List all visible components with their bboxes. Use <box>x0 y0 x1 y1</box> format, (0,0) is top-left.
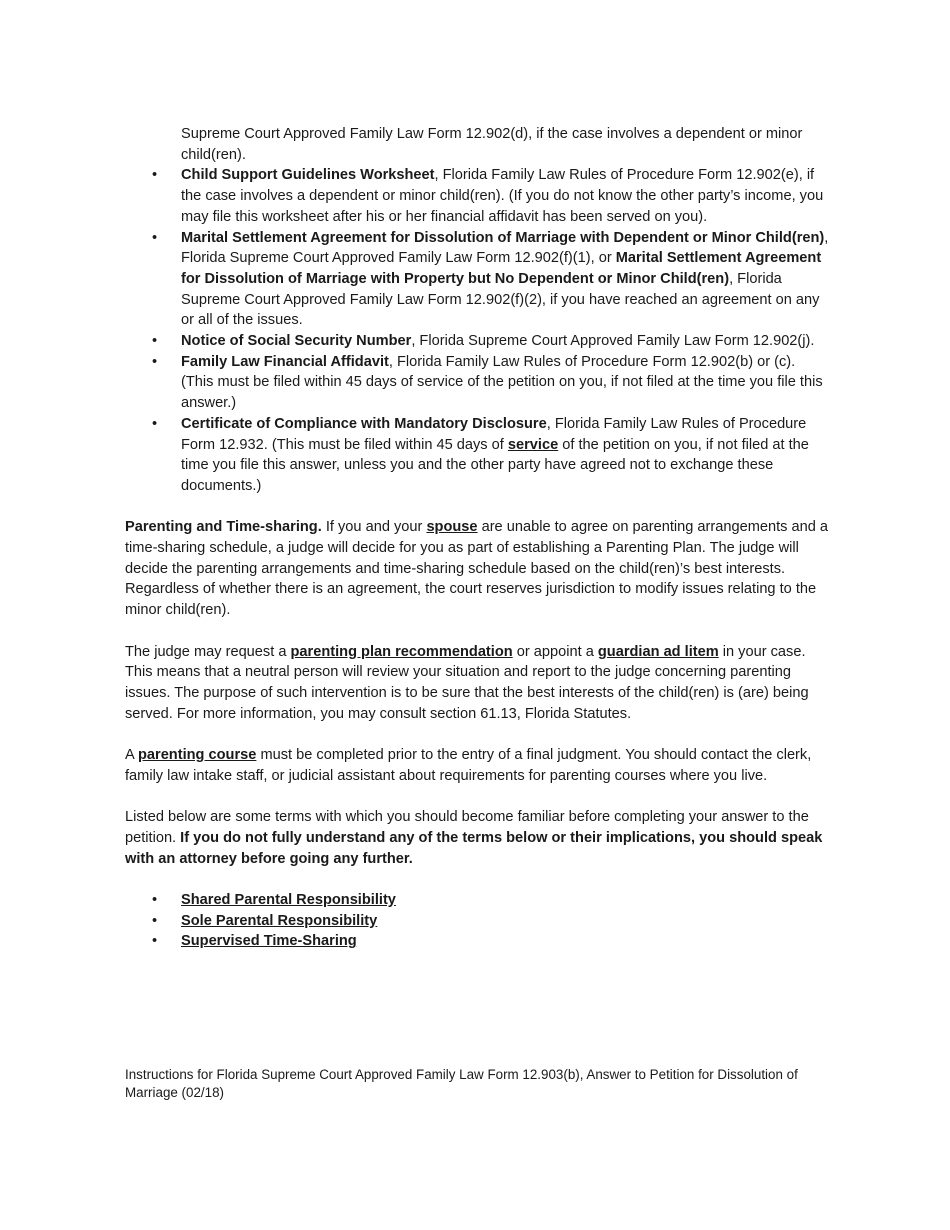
form-title: Marital Settlement Agreement for Dissolution of Marriage with Property but No Dependent or Minor Child(ren) <box>181 250 822 287</box>
guardian-ad-litem-link[interactable]: guardian ad litem <box>597 643 719 660</box>
page-footer: Instructions for Florida Supreme Court Approved Family Law Form 12.903(b), Answer to Petition for Dissolution of Marriage (02/18) <box>125 1067 798 1100</box>
spacer <box>125 497 830 518</box>
paragraph-text: A <box>125 747 138 764</box>
terms-paragraph <box>125 807 830 869</box>
form-description: , Florida Family Law Rules of Procedure Form 12.902(e), if the case involves a dependent or minor child(ren). (If you do not know the other party’s income, you may file this worksheet after his or her financial affidavit has been served on you). <box>181 167 824 225</box>
sole-parental-responsibility-link[interactable]: Sole Parental Responsibility <box>181 912 378 929</box>
form-title: Marital Settlement Agreement for Dissolution of Marriage with Dependent or Minor Child(ren) <box>181 229 825 246</box>
judge-paragraph <box>125 642 830 725</box>
service-link[interactable]: service <box>507 436 559 453</box>
list-item <box>125 228 830 332</box>
list-item <box>125 165 830 227</box>
form-description: , Florida Family Law Rules of Procedure Form 12.932. (This must be filed within 45 days of <box>181 415 807 453</box>
list-item <box>125 890 830 911</box>
list-item <box>125 911 830 932</box>
shared-parental-responsibility-link[interactable]: Shared Parental Responsibility <box>181 891 396 908</box>
paragraph-text: must be completed prior to the entry of a final judgment. You should contact the clerk, family law intake staff, or judicial assistant about requirements for parenting courses where you live. <box>125 747 812 784</box>
section-heading: Parenting and Time-sharing. <box>125 519 322 536</box>
warning-text: If you do not fully understand any of the terms below or their implications, you should speak with an attorney before going any further. <box>125 829 823 867</box>
form-description: , Florida Supreme Court Approved Family Law Form 12.902(f)(1), or <box>181 229 829 267</box>
spacer <box>125 869 830 890</box>
paragraph-text: in your case. This means that a neutral person will review your situation and report to the judge concerning parenting issues. The purpose of such intervention is to be sure that the best interests of the child(ren) is (are) being served. For more information, you may consult section 61.13, Florida Statutes. <box>125 643 809 722</box>
spacer <box>125 621 830 642</box>
paragraph-text: The judge may request a <box>125 643 291 660</box>
parenting-course-link[interactable]: parenting course <box>137 747 257 764</box>
form-title: Certificate of Compliance with Mandatory Disclosure <box>181 415 547 432</box>
list-item <box>125 352 830 414</box>
terms-list <box>125 890 830 952</box>
form-title: Family Law Financial Affidavit <box>181 353 389 370</box>
paragraph-text: If you and your <box>321 519 427 536</box>
supervised-time-sharing-link[interactable]: Supervised Time-Sharing <box>181 933 357 950</box>
spouse-link[interactable]: spouse <box>426 519 478 536</box>
parenting-plan-recommendation-link[interactable]: parenting plan recommendation <box>290 643 513 660</box>
spacer <box>125 786 830 807</box>
list-item <box>125 331 830 352</box>
parenting-paragraph <box>125 517 830 621</box>
document-page <box>125 124 830 952</box>
form-description: , Florida Supreme Court Approved Family Law Form 12.902(j). <box>411 333 815 350</box>
required-forms-list <box>125 165 830 496</box>
form-description: of the petition on you, if not filed at the time you file this answer, unless you and the other party have agreed not to exchange these documents.) <box>181 436 809 494</box>
form-description: , Florida Supreme Court Approved Family Law Form 12.902(f)(2), if you have reached an agreement on any or all of the issues. <box>181 270 820 329</box>
form-title: Child Support Guidelines Worksheet <box>181 167 435 184</box>
course-paragraph <box>125 745 830 786</box>
paragraph-text: or appoint a <box>512 643 598 660</box>
paragraph-text: are unable to agree on parenting arrangements and a time-sharing schedule, a judge will decide for you as part of establishing a Parenting Plan. The judge will decide the parenting arrangements and time-sharing schedule based on the child(ren)’s best interests. Regardless of whether there is an agreement, the court reserves jurisdiction to modify issues relating to the minor child(ren). <box>125 519 829 619</box>
list-item <box>125 931 830 952</box>
spacer <box>125 724 830 745</box>
list-item <box>125 414 830 497</box>
form-title: Notice of Social Security Number <box>181 333 412 350</box>
paragraph-text: Listed below are some terms with which you should become familiar before completing your answer to the petition. <box>125 809 809 846</box>
form-description: , Florida Family Law Rules of Procedure Form 12.902(b) or (c). (This must be filed within 45 days of service of the petition on you, if not filed at the time you file this answer.) <box>181 353 823 412</box>
intro-continuation: Supreme Court Approved Family Law Form 12.902(d), if the case involves a dependent or minor child(ren). <box>181 126 803 163</box>
